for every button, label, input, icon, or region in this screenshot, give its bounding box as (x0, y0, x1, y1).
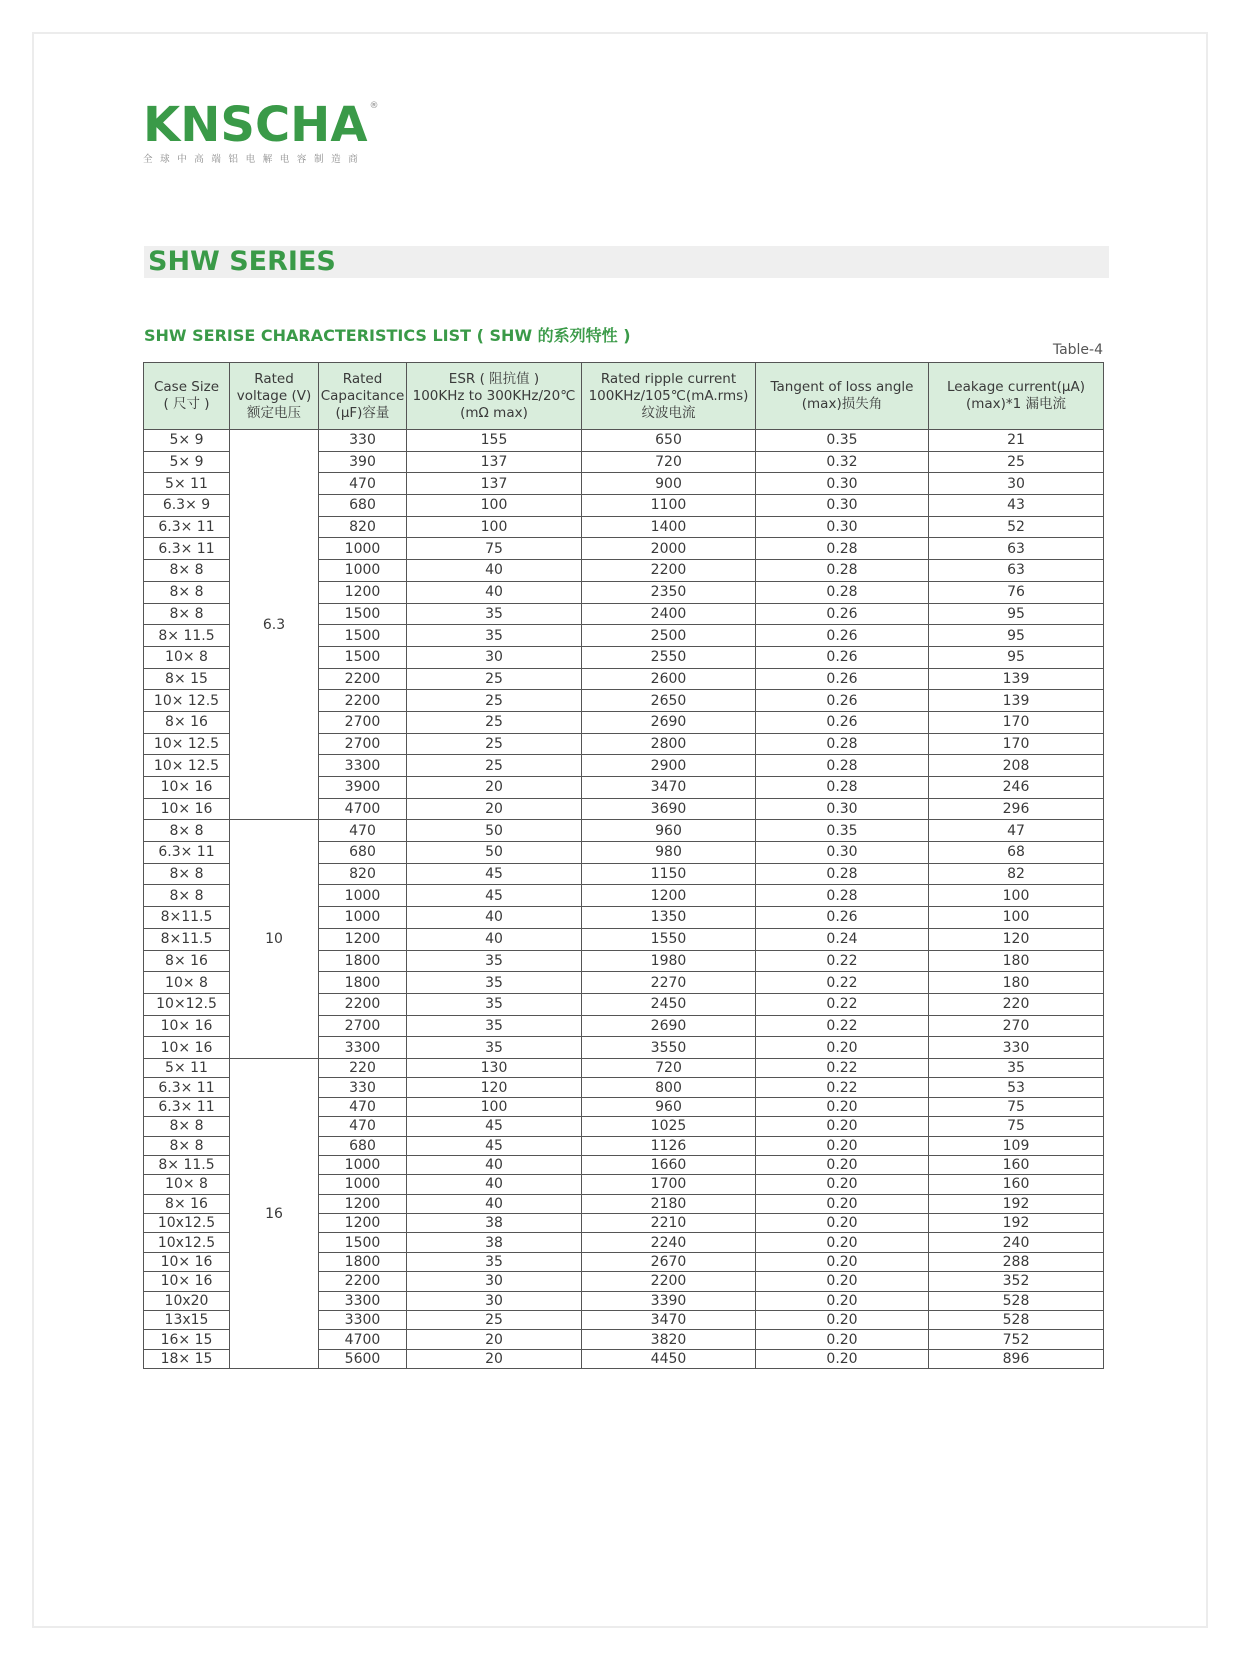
cell-case-size: 10× 16 (144, 1015, 230, 1037)
cell-esr: 100 (407, 516, 582, 538)
cell-leakage-current: 30 (929, 473, 1104, 495)
cell-capacitance: 2200 (319, 1272, 407, 1291)
cell-loss-tangent: 0.30 (756, 516, 929, 538)
cell-capacitance: 1000 (319, 885, 407, 907)
cell-leakage-current: 208 (929, 755, 1104, 777)
cell-esr: 20 (407, 798, 582, 820)
cell-loss-tangent: 0.22 (756, 1058, 929, 1077)
cell-leakage-current: 296 (929, 798, 1104, 820)
cell-leakage-current: 192 (929, 1214, 1104, 1233)
cell-leakage-current: 752 (929, 1330, 1104, 1349)
cell-ripple-current: 4450 (582, 1349, 756, 1368)
cell-case-size: 8× 15 (144, 668, 230, 690)
cell-loss-tangent: 0.28 (756, 885, 929, 907)
header-rated-capacitance: Rated Capacitance (μF)容量 (319, 363, 407, 430)
cell-loss-tangent: 0.20 (756, 1214, 929, 1233)
cell-leakage-current: 75 (929, 1097, 1104, 1116)
cell-ripple-current: 3390 (582, 1291, 756, 1310)
cell-loss-tangent: 0.26 (756, 625, 929, 647)
cell-leakage-current: 220 (929, 993, 1104, 1015)
cell-leakage-current: 68 (929, 842, 1104, 864)
cell-case-size: 8× 8 (144, 560, 230, 582)
cell-case-size: 8× 8 (144, 603, 230, 625)
cell-esr: 50 (407, 842, 582, 864)
cell-loss-tangent: 0.20 (756, 1175, 929, 1194)
cell-leakage-current: 35 (929, 1058, 1104, 1077)
header-rated-voltage: Rated voltage (V) 额定电压 (230, 363, 319, 430)
cell-ripple-current: 3550 (582, 1037, 756, 1059)
cell-case-size: 8× 8 (144, 1136, 230, 1155)
cell-capacitance: 680 (319, 495, 407, 517)
cell-esr: 25 (407, 755, 582, 777)
brand-tagline: 全球中高端铝电解电容制造商 (143, 154, 366, 165)
cell-loss-tangent: 0.26 (756, 603, 929, 625)
cell-loss-tangent: 0.20 (756, 1117, 929, 1136)
cell-esr: 100 (407, 1097, 582, 1116)
cell-loss-tangent: 0.20 (756, 1155, 929, 1174)
cell-esr: 130 (407, 1058, 582, 1077)
brand-logo (143, 98, 378, 166)
cell-leakage-current: 25 (929, 451, 1104, 473)
cell-loss-tangent: 0.28 (756, 777, 929, 799)
cell-loss-tangent: 0.30 (756, 798, 929, 820)
cell-loss-tangent: 0.30 (756, 495, 929, 517)
cell-esr: 45 (407, 1136, 582, 1155)
cell-leakage-current: 160 (929, 1175, 1104, 1194)
cell-ripple-current: 1350 (582, 907, 756, 929)
series-title: SHW SERIES (148, 246, 336, 277)
cell-capacitance: 3300 (319, 755, 407, 777)
cell-case-size: 6.3× 9 (144, 495, 230, 517)
cell-capacitance: 1200 (319, 1194, 407, 1213)
cell-case-size: 8× 8 (144, 863, 230, 885)
cell-capacitance: 3900 (319, 777, 407, 799)
cell-leakage-current: 288 (929, 1252, 1104, 1271)
cell-esr: 40 (407, 1175, 582, 1194)
cell-esr: 137 (407, 473, 582, 495)
cell-loss-tangent: 0.28 (756, 863, 929, 885)
cell-case-size: 10× 8 (144, 972, 230, 994)
cell-capacitance: 470 (319, 820, 407, 842)
cell-ripple-current: 2600 (582, 668, 756, 690)
cell-case-size: 5× 9 (144, 430, 230, 452)
cell-leakage-current: 139 (929, 668, 1104, 690)
cell-esr: 45 (407, 863, 582, 885)
cell-case-size: 16× 15 (144, 1330, 230, 1349)
cell-capacitance: 1000 (319, 538, 407, 560)
cell-esr: 45 (407, 885, 582, 907)
cell-leakage-current: 53 (929, 1078, 1104, 1097)
cell-case-size: 8× 8 (144, 885, 230, 907)
cell-loss-tangent: 0.30 (756, 473, 929, 495)
cell-capacitance: 4700 (319, 798, 407, 820)
cell-capacitance: 3300 (319, 1311, 407, 1330)
cell-capacitance: 470 (319, 1117, 407, 1136)
cell-case-size: 8×11.5 (144, 928, 230, 950)
cell-loss-tangent: 0.32 (756, 451, 929, 473)
cell-capacitance: 3300 (319, 1291, 407, 1310)
cell-ripple-current: 720 (582, 451, 756, 473)
table-row (144, 820, 1104, 842)
cell-capacitance: 3300 (319, 1037, 407, 1059)
cell-leakage-current: 270 (929, 1015, 1104, 1037)
cell-case-size: 8× 8 (144, 1117, 230, 1136)
cell-rated-voltage: 16 (230, 1058, 319, 1368)
cell-ripple-current: 1980 (582, 950, 756, 972)
cell-esr: 35 (407, 972, 582, 994)
table-tag: Table-4 (1052, 342, 1103, 358)
cell-ripple-current: 2200 (582, 1272, 756, 1291)
cell-case-size: 10× 12.5 (144, 755, 230, 777)
cell-leakage-current: 47 (929, 820, 1104, 842)
cell-esr: 50 (407, 820, 582, 842)
cell-leakage-current: 63 (929, 538, 1104, 560)
cell-leakage-current: 120 (929, 928, 1104, 950)
cell-leakage-current: 82 (929, 863, 1104, 885)
cell-esr: 25 (407, 711, 582, 733)
cell-esr: 40 (407, 581, 582, 603)
cell-capacitance: 5600 (319, 1349, 407, 1368)
cell-ripple-current: 3690 (582, 798, 756, 820)
cell-capacitance: 220 (319, 1058, 407, 1077)
cell-case-size: 10×12.5 (144, 993, 230, 1015)
list-title: SHW SERISE CHARACTERISTICS LIST ( SHW 的系列特性 ) (144, 326, 631, 345)
cell-ripple-current: 960 (582, 1097, 756, 1116)
cell-case-size: 10× 12.5 (144, 690, 230, 712)
cell-esr: 35 (407, 993, 582, 1015)
cell-leakage-current: 95 (929, 603, 1104, 625)
cell-esr: 38 (407, 1233, 582, 1252)
cell-capacitance: 2700 (319, 1015, 407, 1037)
cell-capacitance: 2200 (319, 993, 407, 1015)
cell-ripple-current: 2180 (582, 1194, 756, 1213)
cell-esr: 25 (407, 668, 582, 690)
cell-esr: 35 (407, 625, 582, 647)
cell-capacitance: 330 (319, 1078, 407, 1097)
cell-capacitance: 1000 (319, 907, 407, 929)
cell-case-size: 8× 11.5 (144, 625, 230, 647)
cell-loss-tangent: 0.20 (756, 1136, 929, 1155)
cell-ripple-current: 2350 (582, 581, 756, 603)
cell-ripple-current: 2690 (582, 1015, 756, 1037)
cell-ripple-current: 2400 (582, 603, 756, 625)
table-row (144, 430, 1104, 452)
cell-leakage-current: 76 (929, 581, 1104, 603)
cell-capacitance: 4700 (319, 1330, 407, 1349)
cell-loss-tangent: 0.20 (756, 1330, 929, 1349)
cell-leakage-current: 100 (929, 885, 1104, 907)
cell-loss-tangent: 0.26 (756, 690, 929, 712)
cell-case-size: 10x20 (144, 1291, 230, 1310)
cell-loss-tangent: 0.22 (756, 950, 929, 972)
cell-capacitance: 1000 (319, 1155, 407, 1174)
brand-name: KNSCHA (143, 97, 368, 153)
cell-leakage-current: 52 (929, 516, 1104, 538)
cell-loss-tangent: 0.35 (756, 820, 929, 842)
cell-ripple-current: 2800 (582, 733, 756, 755)
cell-capacitance: 1500 (319, 1233, 407, 1252)
cell-esr: 38 (407, 1214, 582, 1233)
cell-loss-tangent: 0.20 (756, 1291, 929, 1310)
cell-esr: 45 (407, 1117, 582, 1136)
cell-leakage-current: 240 (929, 1233, 1104, 1252)
cell-loss-tangent: 0.26 (756, 668, 929, 690)
cell-esr: 25 (407, 1311, 582, 1330)
cell-leakage-current: 180 (929, 972, 1104, 994)
cell-rated-voltage: 10 (230, 820, 319, 1059)
cell-ripple-current: 3470 (582, 777, 756, 799)
cell-case-size: 5× 11 (144, 1058, 230, 1077)
cell-ripple-current: 1100 (582, 495, 756, 517)
cell-ripple-current: 2550 (582, 646, 756, 668)
cell-leakage-current: 21 (929, 430, 1104, 452)
cell-leakage-current: 170 (929, 733, 1104, 755)
cell-esr: 120 (407, 1078, 582, 1097)
cell-esr: 35 (407, 1015, 582, 1037)
cell-case-size: 10× 16 (144, 1037, 230, 1059)
cell-case-size: 10× 8 (144, 646, 230, 668)
cell-capacitance: 820 (319, 863, 407, 885)
cell-loss-tangent: 0.20 (756, 1272, 929, 1291)
cell-leakage-current: 246 (929, 777, 1104, 799)
header-case-size: Case Size ( 尺寸 ) (144, 363, 230, 430)
cell-leakage-current: 528 (929, 1311, 1104, 1330)
cell-ripple-current: 1550 (582, 928, 756, 950)
cell-case-size: 8× 8 (144, 820, 230, 842)
cell-ripple-current: 2000 (582, 538, 756, 560)
cell-loss-tangent: 0.22 (756, 1078, 929, 1097)
cell-leakage-current: 75 (929, 1117, 1104, 1136)
cell-leakage-current: 528 (929, 1291, 1104, 1310)
header-leakage-current: Leakage current(μA) (max)*1 漏电流 (929, 363, 1104, 430)
cell-capacitance: 1800 (319, 950, 407, 972)
cell-loss-tangent: 0.35 (756, 430, 929, 452)
cell-case-size: 8× 16 (144, 950, 230, 972)
cell-rated-voltage: 6.3 (230, 430, 319, 820)
cell-esr: 40 (407, 1194, 582, 1213)
cell-case-size: 6.3× 11 (144, 1078, 230, 1097)
cell-loss-tangent: 0.22 (756, 1015, 929, 1037)
cell-ripple-current: 1025 (582, 1117, 756, 1136)
cell-loss-tangent: 0.28 (756, 755, 929, 777)
cell-case-size: 10× 16 (144, 1252, 230, 1271)
cell-case-size: 6.3× 11 (144, 1097, 230, 1116)
cell-capacitance: 1000 (319, 1175, 407, 1194)
cell-esr: 20 (407, 1330, 582, 1349)
table-header-row (144, 363, 1104, 430)
cell-ripple-current: 1126 (582, 1136, 756, 1155)
cell-case-size: 10× 12.5 (144, 733, 230, 755)
cell-esr: 20 (407, 777, 582, 799)
cell-capacitance: 1800 (319, 972, 407, 994)
cell-capacitance: 1200 (319, 581, 407, 603)
cell-ripple-current: 2240 (582, 1233, 756, 1252)
series-banner (144, 246, 1109, 278)
cell-leakage-current: 139 (929, 690, 1104, 712)
cell-esr: 35 (407, 1037, 582, 1059)
cell-leakage-current: 95 (929, 625, 1104, 647)
cell-capacitance: 1200 (319, 1214, 407, 1233)
cell-case-size: 5× 9 (144, 451, 230, 473)
cell-ripple-current: 2500 (582, 625, 756, 647)
cell-esr: 25 (407, 690, 582, 712)
cell-case-size: 10× 8 (144, 1175, 230, 1194)
cell-capacitance: 2200 (319, 668, 407, 690)
cell-esr: 20 (407, 1349, 582, 1368)
cell-case-size: 10× 16 (144, 777, 230, 799)
cell-leakage-current: 896 (929, 1349, 1104, 1368)
cell-capacitance: 390 (319, 451, 407, 473)
registered-mark: ® (369, 101, 379, 111)
header-ripple-current: Rated ripple current 100KHz/105℃(mA.rms) 纹波电流 (582, 363, 756, 430)
cell-loss-tangent: 0.20 (756, 1194, 929, 1213)
cell-esr: 25 (407, 733, 582, 755)
cell-capacitance: 680 (319, 842, 407, 864)
cell-loss-tangent: 0.20 (756, 1252, 929, 1271)
cell-esr: 30 (407, 1291, 582, 1310)
cell-esr: 40 (407, 560, 582, 582)
cell-leakage-current: 330 (929, 1037, 1104, 1059)
cell-loss-tangent: 0.28 (756, 581, 929, 603)
cell-esr: 35 (407, 603, 582, 625)
cell-capacitance: 1500 (319, 625, 407, 647)
cell-ripple-current: 1660 (582, 1155, 756, 1174)
cell-esr: 100 (407, 495, 582, 517)
cell-ripple-current: 1200 (582, 885, 756, 907)
cell-ripple-current: 980 (582, 842, 756, 864)
characteristics-table (143, 362, 1104, 1369)
cell-capacitance: 2200 (319, 690, 407, 712)
cell-leakage-current: 100 (929, 907, 1104, 929)
cell-capacitance: 1500 (319, 646, 407, 668)
cell-ripple-current: 800 (582, 1078, 756, 1097)
cell-ripple-current: 3820 (582, 1330, 756, 1349)
cell-case-size: 8× 16 (144, 711, 230, 733)
cell-case-size: 8× 11.5 (144, 1155, 230, 1174)
cell-loss-tangent: 0.20 (756, 1037, 929, 1059)
cell-ripple-current: 2270 (582, 972, 756, 994)
cell-ripple-current: 2210 (582, 1214, 756, 1233)
cell-capacitance: 1500 (319, 603, 407, 625)
table-row (144, 1058, 1104, 1077)
cell-loss-tangent: 0.28 (756, 538, 929, 560)
cell-capacitance: 820 (319, 516, 407, 538)
cell-ripple-current: 2690 (582, 711, 756, 733)
cell-esr: 40 (407, 907, 582, 929)
cell-ripple-current: 1400 (582, 516, 756, 538)
cell-leakage-current: 192 (929, 1194, 1104, 1213)
cell-capacitance: 330 (319, 430, 407, 452)
cell-loss-tangent: 0.26 (756, 711, 929, 733)
cell-loss-tangent: 0.20 (756, 1349, 929, 1368)
cell-case-size: 6.3× 11 (144, 516, 230, 538)
cell-loss-tangent: 0.24 (756, 928, 929, 950)
cell-ripple-current: 650 (582, 430, 756, 452)
cell-capacitance: 2700 (319, 733, 407, 755)
cell-loss-tangent: 0.26 (756, 646, 929, 668)
cell-case-size: 5× 11 (144, 473, 230, 495)
cell-loss-tangent: 0.22 (756, 972, 929, 994)
cell-case-size: 10x12.5 (144, 1214, 230, 1233)
cell-case-size: 10× 16 (144, 798, 230, 820)
header-esr: ESR ( 阻抗值 ) 100KHz to 300KHz/20℃ (mΩ max) (407, 363, 582, 430)
cell-esr: 30 (407, 646, 582, 668)
cell-ripple-current: 2650 (582, 690, 756, 712)
cell-ripple-current: 2200 (582, 560, 756, 582)
cell-case-size: 6.3× 11 (144, 538, 230, 560)
cell-esr: 137 (407, 451, 582, 473)
cell-case-size: 18× 15 (144, 1349, 230, 1368)
cell-ripple-current: 960 (582, 820, 756, 842)
table-body (144, 430, 1104, 1369)
cell-leakage-current: 109 (929, 1136, 1104, 1155)
cell-leakage-current: 170 (929, 711, 1104, 733)
cell-loss-tangent: 0.28 (756, 560, 929, 582)
cell-leakage-current: 180 (929, 950, 1104, 972)
cell-case-size: 6.3× 11 (144, 842, 230, 864)
cell-leakage-current: 95 (929, 646, 1104, 668)
cell-ripple-current: 900 (582, 473, 756, 495)
cell-capacitance: 1800 (319, 1252, 407, 1271)
cell-capacitance: 1200 (319, 928, 407, 950)
cell-loss-tangent: 0.20 (756, 1233, 929, 1252)
cell-esr: 30 (407, 1272, 582, 1291)
cell-loss-tangent: 0.28 (756, 733, 929, 755)
cell-capacitance: 470 (319, 473, 407, 495)
cell-loss-tangent: 0.20 (756, 1097, 929, 1116)
header-loss-tangent: Tangent of loss angle (max)损失角 (756, 363, 929, 430)
cell-capacitance: 470 (319, 1097, 407, 1116)
cell-ripple-current: 3470 (582, 1311, 756, 1330)
cell-esr: 40 (407, 928, 582, 950)
cell-loss-tangent: 0.26 (756, 907, 929, 929)
cell-ripple-current: 1700 (582, 1175, 756, 1194)
brand-logo-row (143, 98, 378, 152)
cell-ripple-current: 2670 (582, 1252, 756, 1271)
cell-case-size: 10× 16 (144, 1272, 230, 1291)
cell-ripple-current: 720 (582, 1058, 756, 1077)
cell-loss-tangent: 0.30 (756, 842, 929, 864)
cell-leakage-current: 160 (929, 1155, 1104, 1174)
cell-esr: 35 (407, 950, 582, 972)
cell-case-size: 10x12.5 (144, 1233, 230, 1252)
cell-ripple-current: 2900 (582, 755, 756, 777)
cell-leakage-current: 63 (929, 560, 1104, 582)
cell-esr: 35 (407, 1252, 582, 1271)
cell-case-size: 13x15 (144, 1311, 230, 1330)
cell-case-size: 8× 8 (144, 581, 230, 603)
cell-loss-tangent: 0.20 (756, 1311, 929, 1330)
cell-capacitance: 1000 (319, 560, 407, 582)
cell-leakage-current: 43 (929, 495, 1104, 517)
cell-leakage-current: 352 (929, 1272, 1104, 1291)
cell-ripple-current: 1150 (582, 863, 756, 885)
cell-esr: 40 (407, 1155, 582, 1174)
cell-esr: 155 (407, 430, 582, 452)
cell-case-size: 8×11.5 (144, 907, 230, 929)
cell-loss-tangent: 0.22 (756, 993, 929, 1015)
cell-capacitance: 680 (319, 1136, 407, 1155)
cell-capacitance: 2700 (319, 711, 407, 733)
cell-esr: 75 (407, 538, 582, 560)
cell-ripple-current: 2450 (582, 993, 756, 1015)
cell-case-size: 8× 16 (144, 1194, 230, 1213)
